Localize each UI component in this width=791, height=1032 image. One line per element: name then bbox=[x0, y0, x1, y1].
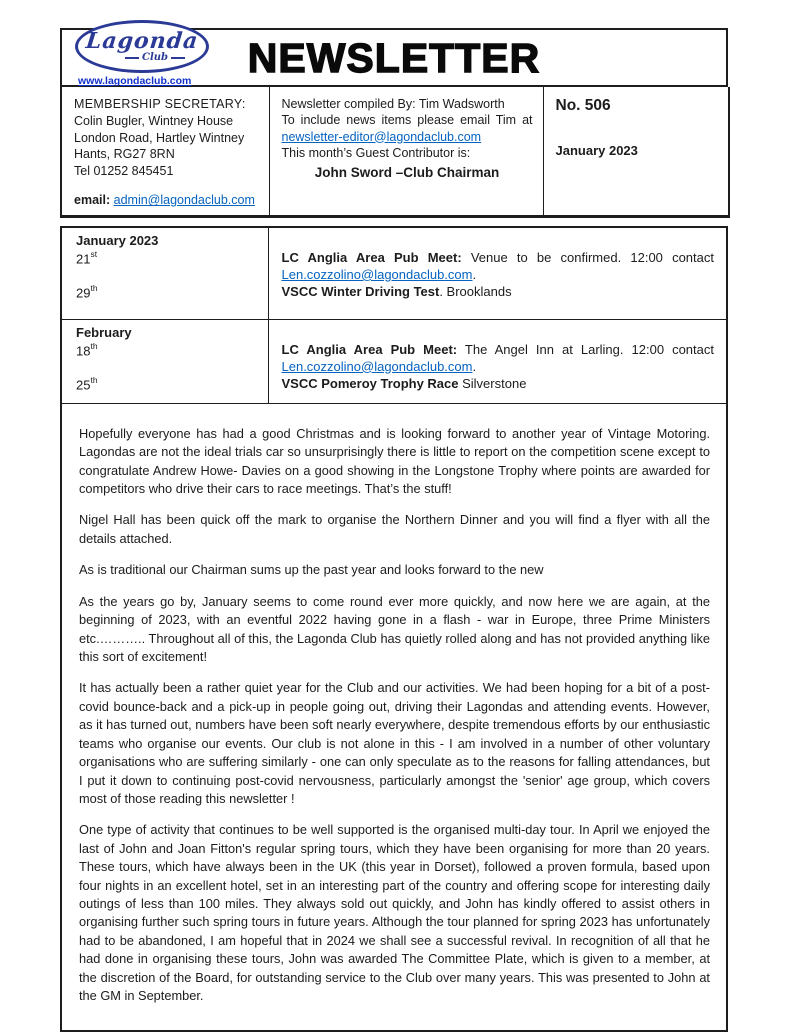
membership-address-line: Colin Bugler, Wintney House bbox=[74, 113, 234, 128]
event-day: 18 bbox=[76, 343, 91, 359]
event-date bbox=[62, 342, 268, 376]
header bbox=[60, 28, 728, 87]
event-title: LC Anglia Area Pub Meet: bbox=[281, 249, 462, 265]
guest-contributor-line: This month’s Guest Contributor is: bbox=[281, 145, 471, 160]
event-day-ordinal: th bbox=[90, 282, 98, 293]
issue-cell bbox=[543, 87, 729, 217]
event-day-ordinal: st bbox=[90, 248, 98, 259]
event-cell bbox=[268, 342, 726, 376]
body-paragraph: Hopefully everyone has had a good Christmas and is looking forward to another year of Vintage Motoring. Lagondas are not the ideal trials car so unsurprisingly there is little to report on the competition scene except to congratulate Andrew Howe- Davies on a good showing in the Longstone Trophy where points are awarded for competitors who drive their cars to race meetings. That’s the stuff! bbox=[79, 425, 710, 497]
issue-date: January 2023 bbox=[555, 143, 638, 159]
newsletter-title: NEWSLETTER bbox=[247, 35, 541, 81]
event-day: 29 bbox=[76, 285, 91, 300]
events-table bbox=[62, 228, 726, 403]
event-text: . Brooklands bbox=[439, 283, 512, 299]
email-label: email: bbox=[74, 193, 111, 208]
body-paragraph: As is traditional our Chairman sums up the past year and looks forward to the new bbox=[79, 562, 544, 578]
membership-address-line: Hants, RG27 8RN bbox=[74, 147, 175, 162]
event-cell bbox=[268, 284, 726, 320]
body-paragraph: One type of activity that continues to be well supported is the organised multi-day tour. In April we enjoyed the last of John and Joan Fitton's regular spring tours, which they have been organising for more than 20 years. These tours, which have always been in the UK (this year in Dorset), followed a proven formula, based upon four nights in an excellent hotel, set in an interesting part of the country and offering scope for interesting daily outings of less than 100 miles. They always sold out quickly, and John has kindly offered to assist others in organising further such spring tours in future years. Although the tour planned for spring 2023 has unfortunately had to be abandoned, I am hopeful that in 2024 we shall see a successful revival. In recognition of all that he had done in organising these tours, John was awarded The Committee Plate, which is given to a member, at the discretion of the Board, for outstanding service to the Club over many years. This was presented to John at the GM in September. bbox=[79, 822, 710, 1004]
event-day-ordinal: th bbox=[90, 340, 98, 351]
lagonda-club-logo bbox=[75, 20, 215, 87]
event-text: The Angel Inn at Larling. 12:00 contact bbox=[457, 341, 714, 357]
body-paragraph: Nigel Hall has been quick off the mark to organise the Northern Dinner and you will find a flyer with all the details attached. bbox=[79, 512, 710, 546]
event-cell bbox=[268, 376, 726, 403]
compiler-cell bbox=[269, 87, 543, 217]
include-news-line: To include news items please email Tim at bbox=[281, 113, 533, 128]
compiled-by-line: Newsletter compiled By: Tim Wadsworth bbox=[281, 97, 505, 111]
body-paragraph: As the years go by, January seems to come round ever more quickly, and now here we are again, at the beginning of 2023, with an eventful 2022 having gone in a flash - war in Europe, three Prime Ministers etc.……….. Throughout all of this, the Lagonda Club has quietly rolled along and has not provided anything like this sort of excitement! bbox=[79, 593, 710, 664]
membership-secretary-cell bbox=[61, 87, 269, 217]
event-day-ordinal: th bbox=[90, 374, 98, 385]
logo-brand-text: Lagonda bbox=[84, 28, 200, 54]
logo-oval bbox=[75, 20, 209, 73]
body-paragraph: It has actually been a rather quiet year for the Club and our activities. We had been hoping for a bit of a post-covid bounce-back and a pick-up in people going out, driving their Lagondas and attending events. However, as it has turned out, numbers have been soft nearly everywhere, despite tremendous efforts by our enthusiastic teams who organise our events. Our club is not alone in this - I am involved in a number of other voluntary organisations who are suffering similarly - one can only speculate as to the reasons for falling attendances, but I put it down to continuing post-covid nervousness, particularly amongst the 'senior' age group, which covers most of those reading this newsletter ! bbox=[79, 680, 710, 806]
event-cell-spacer bbox=[268, 228, 726, 250]
event-text: Venue to be confirmed. 12:00 contact bbox=[461, 249, 714, 265]
month-label: January 2023 bbox=[62, 228, 268, 250]
event-day: 21 bbox=[76, 251, 91, 267]
event-text: Silverstone bbox=[458, 375, 527, 391]
event-date bbox=[62, 376, 268, 403]
website-link[interactable]: www.lagondaclub.com bbox=[78, 75, 192, 87]
event-cell bbox=[268, 250, 726, 284]
logo-club-text: Club bbox=[125, 53, 185, 63]
admin-email-link[interactable]: admin@lagondaclub.com bbox=[113, 193, 255, 208]
event-title: VSCC Pomeroy Trophy Race bbox=[281, 375, 459, 391]
event-contact-link[interactable]: Len.cozzolino@lagondaclub.com bbox=[281, 266, 473, 282]
event-text-tail: . bbox=[472, 358, 477, 374]
info-table bbox=[60, 87, 730, 218]
event-cell-spacer bbox=[268, 319, 726, 341]
membership-heading: MEMBERSHIP SECRETARY: bbox=[74, 97, 246, 111]
membership-email-row bbox=[74, 192, 259, 208]
main-content-box bbox=[60, 226, 728, 1032]
event-date bbox=[62, 250, 268, 284]
guest-contributor-name: John Sword –Club Chairman bbox=[314, 165, 500, 180]
event-title: VSCC Winter Driving Test bbox=[281, 283, 440, 299]
membership-address-line: London Road, Hartley Wintney bbox=[74, 130, 245, 145]
event-date bbox=[62, 284, 268, 320]
event-contact-link[interactable]: Len.cozzolino@lagondaclub.com bbox=[281, 358, 473, 374]
event-text-tail: . bbox=[472, 266, 477, 282]
month-label: February bbox=[62, 319, 268, 341]
newsletter-body bbox=[62, 403, 726, 1030]
event-title: LC Anglia Area Pub Meet: bbox=[281, 341, 458, 357]
event-day: 25 bbox=[76, 376, 91, 392]
editor-email-row bbox=[282, 129, 533, 145]
newsletter-page bbox=[60, 28, 728, 1032]
membership-phone: Tel 01252 845451 bbox=[74, 164, 174, 178]
editor-email-link[interactable]: newsletter-editor@lagondaclub.com bbox=[281, 129, 482, 144]
issue-number: No. 506 bbox=[555, 97, 611, 114]
